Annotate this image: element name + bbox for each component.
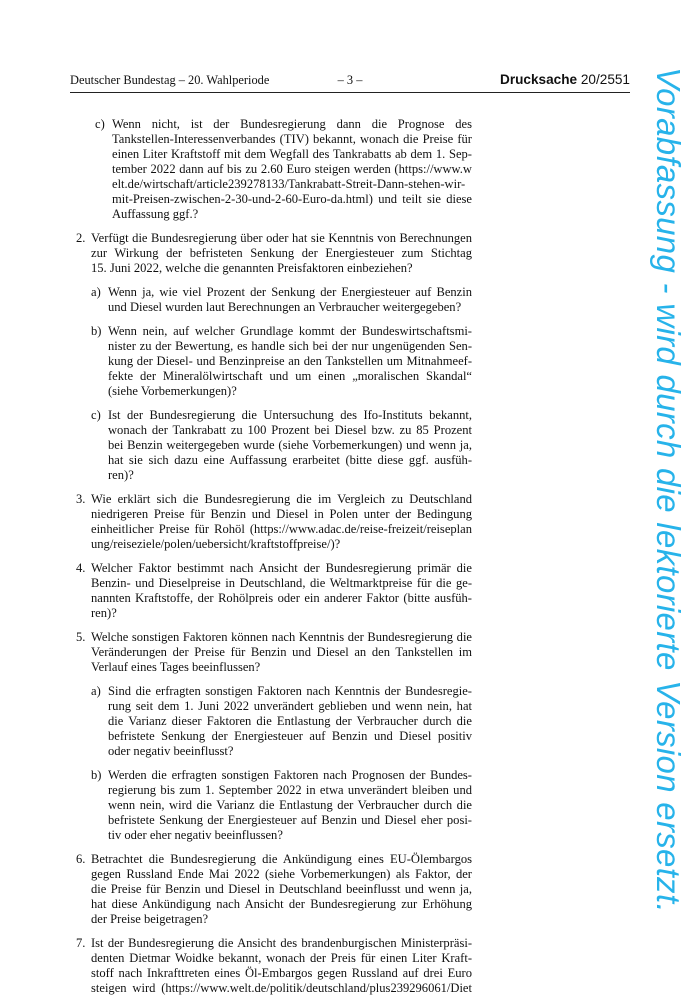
sub-question <box>91 684 472 759</box>
text-line: hat diese Ankündigung nach Ansicht der Bundesregierung zur Erhöhung <box>91 897 472 911</box>
question-number: 2. <box>76 231 86 245</box>
sub-question-text <box>108 768 472 843</box>
text-line: Ist der Bundesregierung die Untersuchung des Ifo-Instituts bekannt, <box>108 408 472 422</box>
text-line: Ist der Bundesregierung die Ansicht des brandenburgischen Ministerpräsi- <box>91 936 472 950</box>
text-line: Tankstellen-Interessenverbandes (TIV) bekannt, wonach die Preise für <box>112 132 472 146</box>
question-item <box>76 492 472 552</box>
document-number <box>500 72 630 87</box>
sub-question <box>95 117 472 222</box>
sub-question <box>91 408 472 483</box>
sub-question <box>91 324 472 399</box>
text-line: stoff nach Inkrafttreten eines Öl-Embargos gegen Russland auf drei Euro <box>91 966 472 980</box>
text-line: steigen wird (https://www.welt.de/politik/deutschland/plus239296061/Diet <box>91 981 472 995</box>
question-text <box>91 492 472 552</box>
text-line: die Preise für Benzin und Diesel in Deutschland beeinflusst und wenn ja, <box>91 882 472 896</box>
text-line: ung/reiseziele/polen/uebersicht/kraftstoffpreise/)? <box>91 537 341 551</box>
text-line: befristete Senkung der Energiesteuer auf Benzin und Diesel eher posi- <box>108 813 472 827</box>
question-item <box>76 852 472 927</box>
question-item <box>76 561 472 621</box>
sub-question-label: c) <box>95 117 105 131</box>
text-line: niedrigeren Preise für Benzin und Diesel in Polen unter der Bedingung <box>91 507 472 521</box>
text-line: einen Liter Kraftstoff mit dem Wegfall des Tankrabatts ab dem 1. Sep- <box>112 147 472 161</box>
sub-question-label: b) <box>91 324 102 338</box>
text-line: nister zu der Bewertung, es handle sich bei der nur ungenügenden Sen- <box>108 339 472 353</box>
text-line: nannten Kraftstoffe, der Rohölpreis oder ein anderer Faktor (bitte ausfüh- <box>91 591 472 605</box>
text-line: rung seit dem 1. Juni 2022 unverändert geblieben und wenn nein, hat <box>108 699 472 713</box>
header-rule <box>70 92 630 93</box>
text-line: tember 2022 dann auf bis zu 2.60 Euro steigen werden (https://www.w <box>112 162 472 176</box>
text-line: kung der Diesel- und Benzinpreise an den Tankstellen um Mitnahmeef- <box>108 354 472 368</box>
publication-title: Deutscher Bundestag – 20. Wahlperiode <box>70 73 270 87</box>
text-line: Wie erklärt sich die Bundesregierung die im Vergleich zu Deutschland <box>91 492 472 506</box>
text-line: Werden die erfragten sonstigen Faktoren nach Prognosen der Bundes- <box>108 768 472 782</box>
question-text <box>91 630 472 675</box>
sub-question-label: c) <box>91 408 101 422</box>
question-number: 3. <box>76 492 86 506</box>
sub-question-label: a) <box>91 684 101 698</box>
sub-question-list <box>91 285 472 483</box>
text-line: hat sie sich dazu eine Auffassung erarbeitet (bitte diese ggf. ausfüh- <box>108 453 472 467</box>
sub-question-label: b) <box>91 768 102 782</box>
text-line: gegen Russland Ende Mai 2022 (siehe Vorbemerkungen) als Faktor, der <box>91 867 472 881</box>
question-text <box>112 117 472 222</box>
text-line: 15. Juni 2022, welche die genannten Preisfaktoren einbeziehen? <box>91 261 413 275</box>
document-number-value: 20/2551 <box>580 72 630 87</box>
question-number: 6. <box>76 852 86 866</box>
text-line: Welcher Faktor bestimmt nach Ansicht der Bundesregierung primär die <box>91 561 472 575</box>
question-text <box>91 231 472 276</box>
text-line: Verfügt die Bundesregierung über oder hat sie Kenntnis von Berechnungen <box>91 231 472 245</box>
question-number: 5. <box>76 630 86 644</box>
text-line: wonach der Tankrabatt zu 100 Prozent bei Diesel bzw. zu 85 Prozent <box>108 423 472 437</box>
sub-question-label: a) <box>91 285 101 299</box>
text-line: oder negativ beeinflusst? <box>108 744 234 758</box>
sub-question-text <box>108 408 472 483</box>
text-line: Auffassung ggf.? <box>112 207 199 221</box>
sub-question-text <box>108 324 472 399</box>
sub-question-list <box>91 684 472 843</box>
text-line: elt.de/wirtschaft/article239278133/Tankrabatt-Streit-Dann-stehen-wir- <box>112 177 466 191</box>
text-line: Wenn nicht, ist der Bundesregierung dann die Prognose des <box>112 117 472 131</box>
draft-watermark: Vorabfassung - wird durch die lektorierte Version ersetzt. <box>650 67 687 913</box>
sub-question <box>91 768 472 843</box>
text-line: Verlauf eines Tages beeinflussen? <box>91 660 261 674</box>
question-list <box>76 117 472 1005</box>
text-line: regierung bis zum 1. September 2022 in etwa unverändert bleiben und <box>108 783 472 797</box>
text-line: Sind die erfragten sonstigen Faktoren nach Kenntnis der Bundesregie- <box>108 684 472 698</box>
question-item <box>76 936 472 996</box>
text-line: Veränderungen der Preise für Benzin und Diesel an den Tankstellen im <box>91 645 472 659</box>
text-line: Wenn ja, wie viel Prozent der Senkung der Energiesteuer auf Benzin <box>108 285 472 299</box>
text-line: Benzin- und Dieselpreise in Deutschland, die Weltmarktpreise für die ge- <box>91 576 472 590</box>
text-line: fekte der Mineralölwirtschaft und um einen „moralischen Skandal“ <box>108 369 472 383</box>
sub-question-text <box>108 285 472 315</box>
text-line: befristete Senkung der Energiesteuer auf Benzin und Diesel positiv <box>108 729 472 743</box>
page-number: – 3 – <box>337 73 363 87</box>
question-text <box>91 936 472 996</box>
question-number: 7. <box>76 936 86 950</box>
text-line: ren)? <box>91 606 117 620</box>
text-line: wenn nein, wird die Varianz die Entlastung der Verbraucher durch die <box>108 798 472 812</box>
text-line: denten Dietmar Woidke bekannt, wonach der Preis für einen Liter Kraft- <box>91 951 472 965</box>
question-text <box>91 561 472 621</box>
page-header <box>70 73 630 91</box>
text-line: Betrachtet die Bundesregierung die Ankündigung eines EU-Ölembargos <box>91 852 472 866</box>
text-line: (siehe Vorbemerkungen)? <box>108 384 237 398</box>
question-item <box>76 630 472 843</box>
text-line: und Diesel wurden laut Berechnungen an Verbraucher weitergegeben? <box>108 300 462 314</box>
text-line: Wenn nein, auf welcher Grundlage kommt der Bundeswirtschaftsmi- <box>108 324 472 338</box>
question-number: 4. <box>76 561 86 575</box>
text-line: der Preise beigetragen? <box>91 912 209 926</box>
sub-question <box>91 285 472 315</box>
document-number-prefix: Drucksache <box>500 72 581 87</box>
text-line: mit-Preisen-zwischen-2-30-und-2-60-Euro-da.html) und teilt sie diese <box>112 192 472 206</box>
question-item <box>76 231 472 483</box>
text-line: bei Benzin weitergegeben wurde (siehe Vorbemerkungen) und wenn ja, <box>108 438 472 452</box>
text-line: die Varianz dieser Faktoren die Entlastung der Verbraucher durch die <box>108 714 472 728</box>
sub-question-text <box>108 684 472 759</box>
text-line: Welche sonstigen Faktoren können nach Kenntnis der Bundesregierung die <box>91 630 472 644</box>
question-text <box>91 852 472 927</box>
text-line: einheitlicher Preise für Rohöl (https://www.adac.de/reise-freizeit/reiseplan <box>91 522 472 536</box>
text-line: tiv oder eher negativ beeinflussen? <box>108 828 283 842</box>
text-line: ren)? <box>108 468 134 482</box>
text-line: zur Wirkung der befristeten Senkung der Energiesteuer zum Stichtag <box>91 246 472 260</box>
